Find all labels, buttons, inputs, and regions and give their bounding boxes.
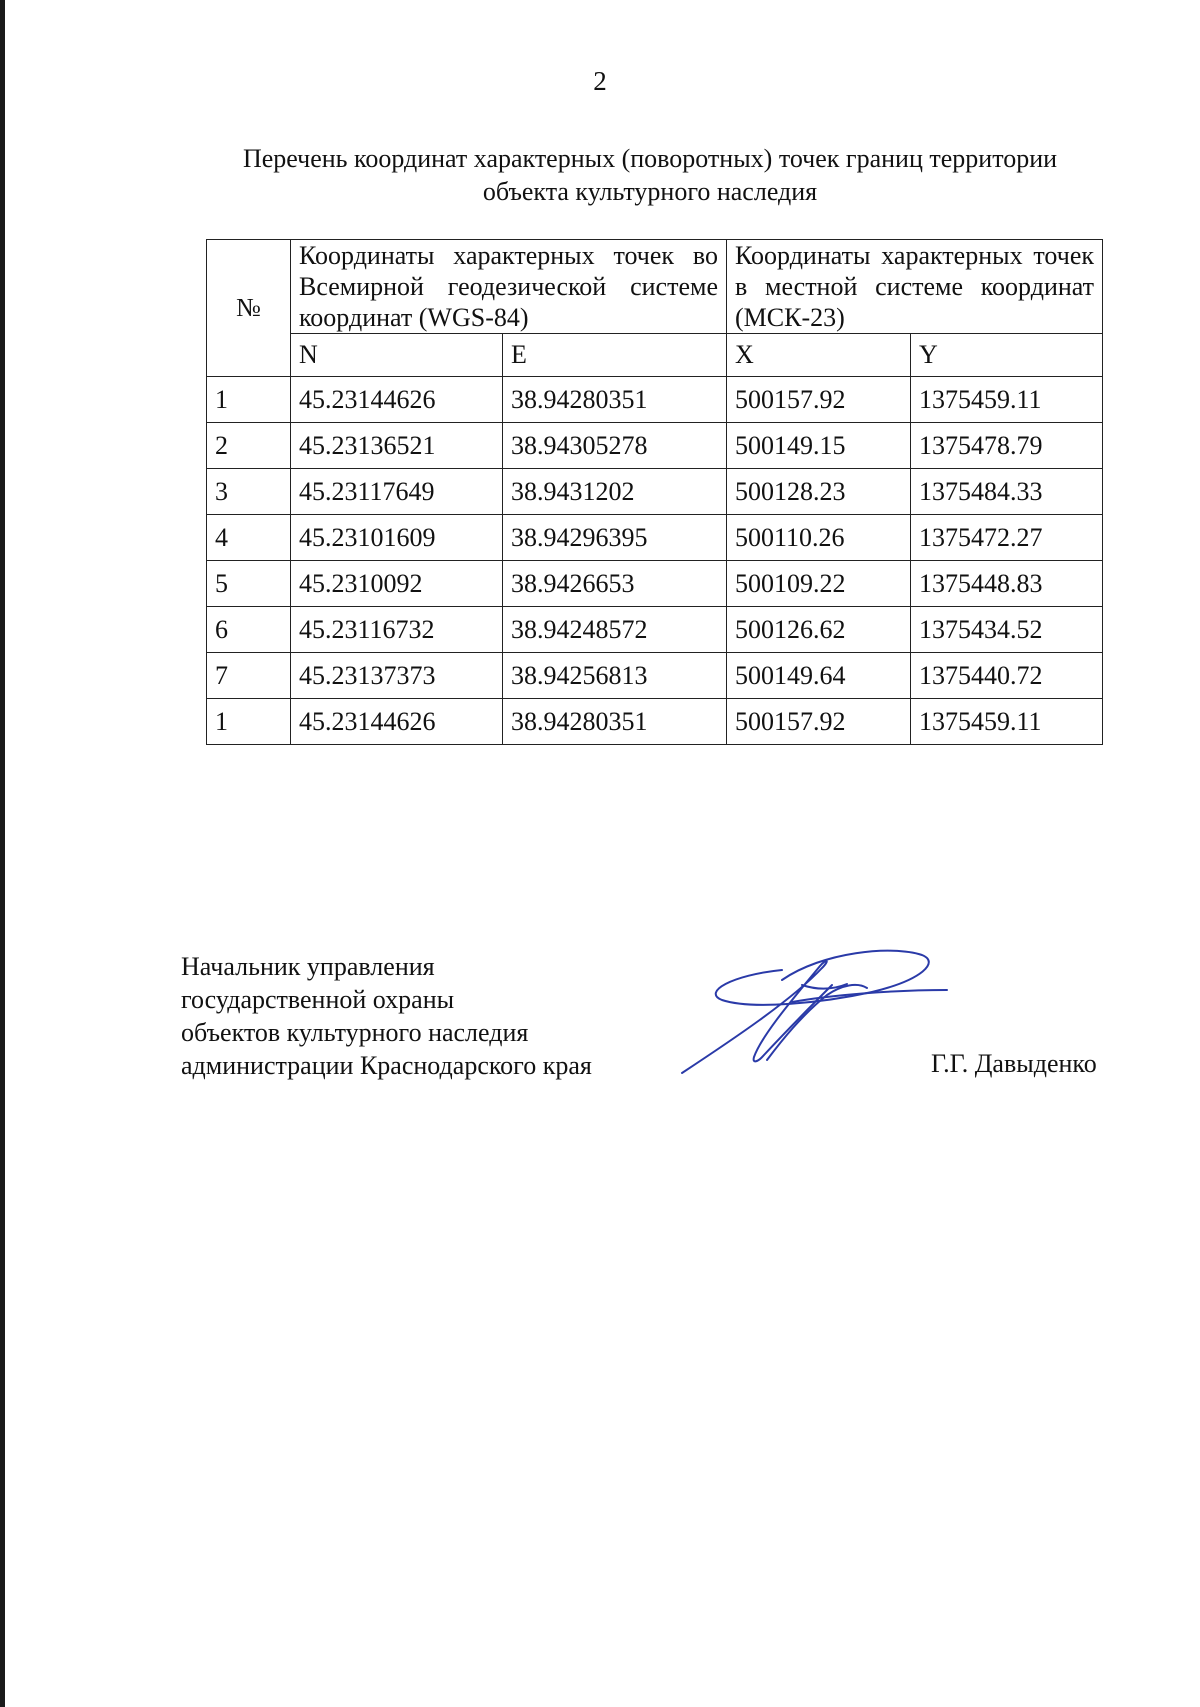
cell-n: 45.23137373 [291, 653, 503, 699]
signer-position-line: государственной охраны [181, 985, 455, 1014]
cell-n: 45.23144626 [291, 699, 503, 745]
table-row [207, 653, 1103, 699]
signature-stroke [682, 961, 832, 1073]
cell-x: 500149.15 [727, 423, 911, 469]
cell-x: 500157.92 [727, 377, 911, 423]
scan-edge [0, 0, 5, 1707]
header-msk23-group: Координаты характерных точек в местной системе координат (МСК-23) [727, 240, 1103, 334]
table-row [207, 561, 1103, 607]
cell-number: 7 [207, 653, 291, 699]
header-col-e: E [503, 334, 727, 377]
cell-e: 38.94248572 [503, 607, 727, 653]
signer-position [181, 950, 592, 1082]
cell-number: 1 [207, 377, 291, 423]
cell-number: 4 [207, 515, 291, 561]
cell-y: 1375459.11 [911, 699, 1103, 745]
header-number: № [207, 240, 291, 377]
cell-x: 500109.22 [727, 561, 911, 607]
cell-n: 45.23117649 [291, 469, 503, 515]
table-row [207, 469, 1103, 515]
table-row [207, 515, 1103, 561]
cell-e: 38.94280351 [503, 699, 727, 745]
cell-x: 500110.26 [727, 515, 911, 561]
cell-n: 45.2310092 [291, 561, 503, 607]
header-col-x: X [727, 334, 911, 377]
cell-e: 38.94280351 [503, 377, 727, 423]
cell-n: 45.23136521 [291, 423, 503, 469]
cell-number: 6 [207, 607, 291, 653]
cell-number: 2 [207, 423, 291, 469]
cell-y: 1375434.52 [911, 607, 1103, 653]
cell-y: 1375459.11 [911, 377, 1103, 423]
header-col-y: Y [911, 334, 1103, 377]
cell-e: 38.94256813 [503, 653, 727, 699]
page-number: 2 [593, 66, 607, 96]
signer-position-line: Начальник управления [181, 952, 435, 981]
cell-e: 38.94296395 [503, 515, 727, 561]
cell-n: 45.23144626 [291, 377, 503, 423]
handwritten-signature [672, 940, 952, 1080]
table-row [207, 377, 1103, 423]
cell-number: 3 [207, 469, 291, 515]
table-row [207, 607, 1103, 653]
cell-n: 45.23116732 [291, 607, 503, 653]
cell-n: 45.23101609 [291, 515, 503, 561]
cell-number: 5 [207, 561, 291, 607]
cell-x: 500128.23 [727, 469, 911, 515]
signer-name: Г.Г. Давыденко [931, 1049, 1097, 1078]
cell-y: 1375478.79 [911, 423, 1103, 469]
cell-y: 1375472.27 [911, 515, 1103, 561]
cell-e: 38.9431202 [503, 469, 727, 515]
cell-x: 500149.64 [727, 653, 911, 699]
cell-y: 1375484.33 [911, 469, 1103, 515]
table-row [207, 699, 1103, 745]
document-title [200, 142, 1100, 208]
coordinates-table [206, 239, 1103, 745]
table-row [207, 423, 1103, 469]
header-wgs84-group: Координаты характерных точек во Всемирной геодезической системе координат (WGS-84) [291, 240, 727, 334]
cell-e: 38.9426653 [503, 561, 727, 607]
cell-number: 1 [207, 699, 291, 745]
cell-y: 1375440.72 [911, 653, 1103, 699]
cell-e: 38.94305278 [503, 423, 727, 469]
cell-x: 500157.92 [727, 699, 911, 745]
signer-position-line: администрации Краснодарского края [181, 1051, 592, 1080]
signer-position-line: объектов культурного наследия [181, 1018, 529, 1047]
document-title-line-1: Перечень координат характерных (поворотных) точек границ территории [242, 144, 1058, 173]
cell-y: 1375448.83 [911, 561, 1103, 607]
header-col-n: N [291, 334, 503, 377]
cell-x: 500126.62 [727, 607, 911, 653]
document-title-line-2: объекта культурного наследия [482, 177, 818, 206]
